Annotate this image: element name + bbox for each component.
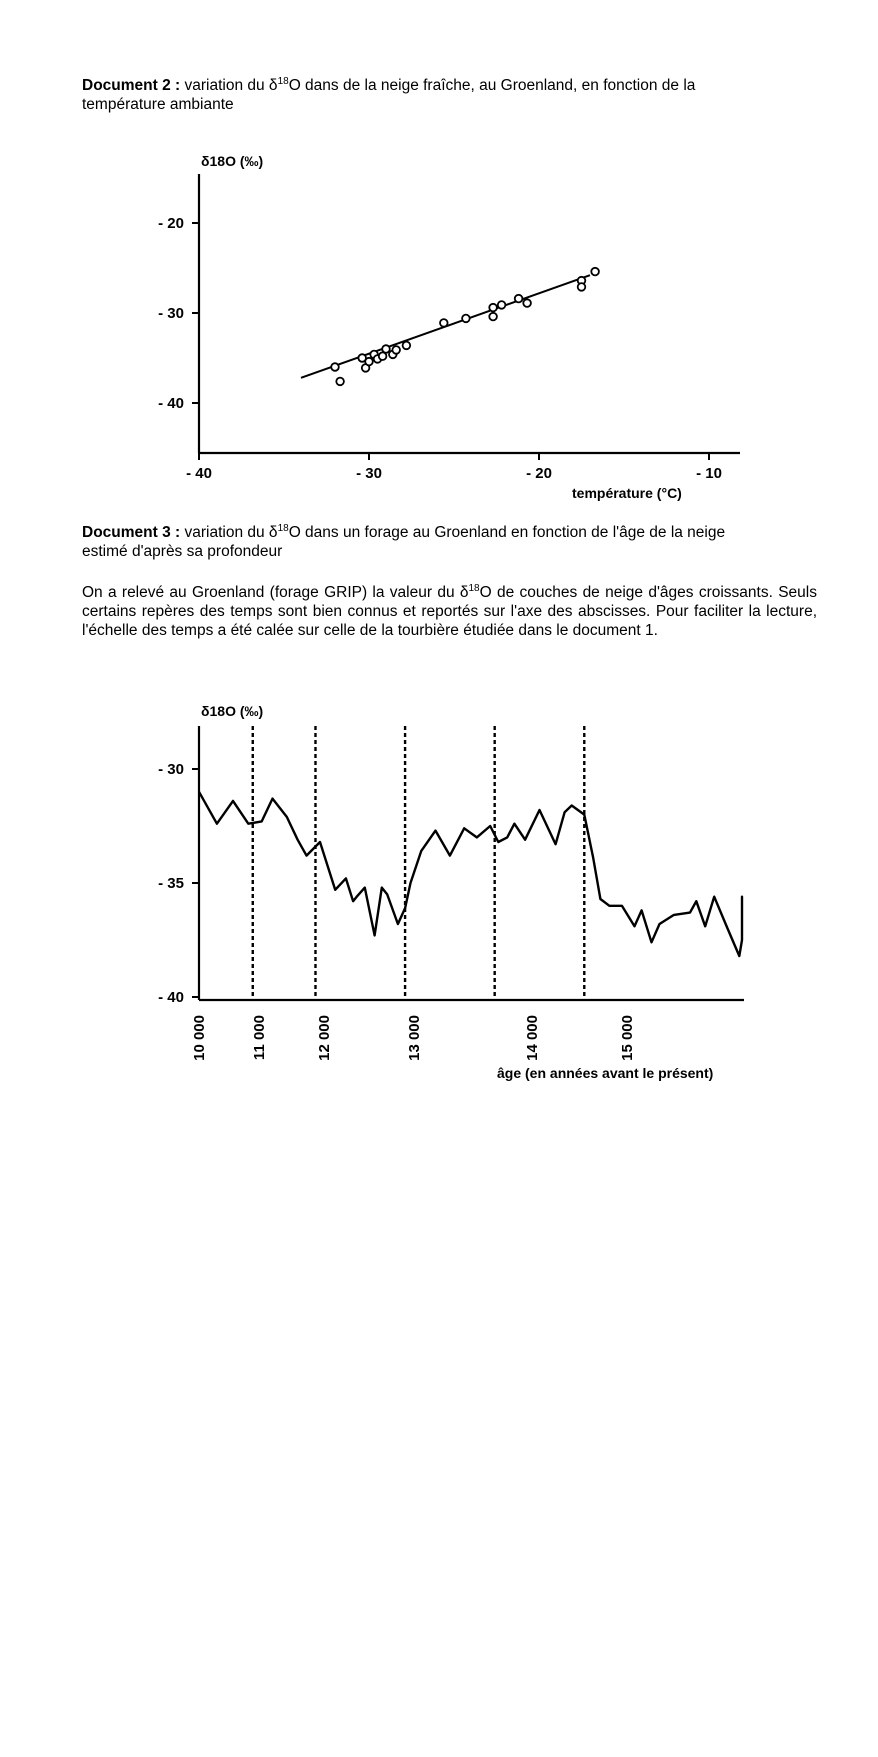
line-x-tick-label: 14 000 <box>524 1015 541 1061</box>
document-3-text-before: variation du δ <box>180 524 278 541</box>
document-2-line2: température ambiante <box>82 96 234 113</box>
line-x-tick-label: 15 000 <box>619 1015 636 1061</box>
line-x-tick-label: 10 000 <box>191 1015 208 1061</box>
document-3-line2: estimé d'après sa profondeur <box>82 543 283 560</box>
scatter-x-tick-label: - 10 <box>696 465 722 482</box>
document-2-text-before: variation du δ <box>180 77 278 94</box>
scatter-y-tick-label: - 30 <box>158 305 184 322</box>
paragraph-text-before: On a relevé au Groenland (forage GRIP) la valeur du δ <box>82 584 469 601</box>
line-y-tick-label: - 40 <box>158 989 184 1006</box>
document-3-text-after: O dans un forage au Groenland en fonction de l'âge de la neige <box>288 524 726 541</box>
document-2-superscript: 18 <box>277 76 289 87</box>
line-x-tick-label: 11 000 <box>251 1015 268 1061</box>
line-y-tick-label: - 30 <box>158 761 184 778</box>
scatter-y-tick-label: - 40 <box>158 395 184 412</box>
paragraph-text-after: O de couches de neige d'âges croissants. Seuls certains repères des temps sont bien connus et reportés sur l'axe des abscisses. Pour faciliter la lecture, l'échelle des temps a été calée sur celle de la tourbière étudiée dans le document 1. <box>82 584 817 639</box>
series-line-grip <box>199 792 742 956</box>
scatter-y-axis-label: δ18O (‰) <box>201 153 264 169</box>
document-2-text-after: O dans de la neige fraîche, au Groenland, en fonction de la <box>288 77 696 94</box>
paragraph-superscript: 18 <box>468 583 480 594</box>
scatter-x-axis-label: température (°C) <box>572 485 682 501</box>
line-y-tick-label: - 35 <box>158 875 184 892</box>
document-3-label: Document 3 : <box>82 524 181 541</box>
scatter-x-tick-label: - 20 <box>526 465 552 482</box>
scatter-y-tick-label: - 20 <box>158 215 184 232</box>
line-x-tick-label: 13 000 <box>406 1015 423 1061</box>
line-x-tick-label: 12 000 <box>316 1015 333 1061</box>
line-x-axis-label: âge (en années avant le présent) <box>497 1065 714 1081</box>
scatter-x-tick-label: - 30 <box>356 465 382 482</box>
document-2-label: Document 2 : <box>82 77 181 94</box>
scatter-x-tick-label: - 40 <box>186 465 212 482</box>
line-y-axis-label: δ18O (‰) <box>201 703 264 719</box>
document-3-superscript: 18 <box>277 523 289 534</box>
